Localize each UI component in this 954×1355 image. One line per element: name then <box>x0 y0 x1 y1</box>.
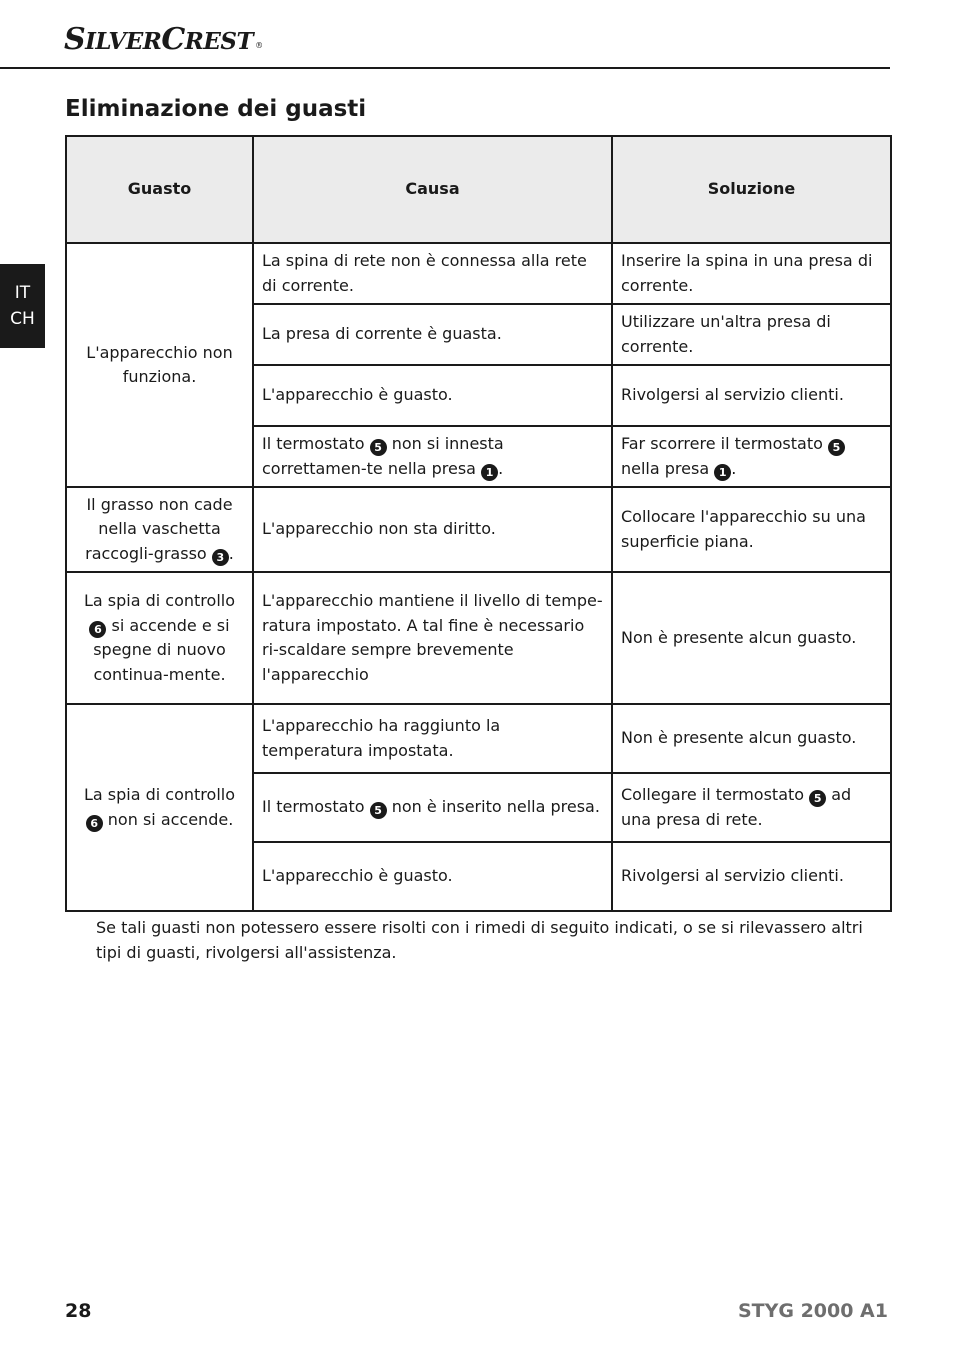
cause-cell: L'apparecchio mantiene il livello di tempe-ratura impostato. A tal fine è necessario ri-scaldare sempre brevemente l'apparecchio <box>253 572 612 704</box>
fault-text: Il grasso non cade nella vaschetta raccogli-grasso <box>85 494 233 563</box>
cause-cell: L'apparecchio è guasto. <box>253 365 612 426</box>
solution-text: . <box>731 458 737 478</box>
solution-cell <box>612 426 891 487</box>
cause-text: Il termostato <box>262 434 370 453</box>
fault-cell: L'apparecchio non funziona. <box>66 243 253 487</box>
solution-cell: Utilizzare un'altra presa di corrente. <box>612 304 891 365</box>
solution-cell: Non è presente alcun guasto. <box>612 572 891 704</box>
part-number-badge: 5 <box>370 439 387 456</box>
cause-cell: L'apparecchio ha raggiunto la temperatura impostata. <box>253 704 612 773</box>
fault-text: non si accende. <box>102 809 234 829</box>
logo-letters: REST <box>184 28 254 55</box>
solution-cell <box>612 773 891 842</box>
cause-cell: La presa di corrente è guasta. <box>253 304 612 365</box>
section-title: Eliminazione dei guasti <box>65 96 367 122</box>
table-row <box>66 243 891 304</box>
part-number-badge: 6 <box>89 621 106 638</box>
language-tab <box>0 264 45 348</box>
part-number-badge: 1 <box>714 464 731 481</box>
fault-text: si accende e si spegne di nuovo continua-mente. <box>93 615 230 684</box>
header-cause: Causa <box>253 136 612 243</box>
table-row <box>66 572 891 704</box>
part-number-badge: 5 <box>370 802 387 819</box>
fault-cell <box>66 704 253 911</box>
part-number-badge: 5 <box>828 439 845 456</box>
part-number-badge: 3 <box>212 549 229 566</box>
language-code-it: IT <box>14 283 31 303</box>
cause-cell <box>253 773 612 842</box>
table-row <box>66 487 891 572</box>
troubleshooting-table <box>65 135 892 912</box>
solution-cell: Rivolgersi al servizio clienti. <box>612 842 891 911</box>
header-rule <box>0 67 890 69</box>
cause-text: non si innesta correttamen-te nella presa <box>262 434 504 478</box>
cause-text: . <box>498 458 504 478</box>
header-fault: Guasto <box>66 136 253 243</box>
part-number-badge: 6 <box>86 815 103 832</box>
solution-text: ad una presa di rete. <box>621 785 852 829</box>
logo-letter: C <box>161 22 185 57</box>
logo-letters: ILVER <box>85 28 162 55</box>
fault-cell <box>66 572 253 704</box>
registered-mark: ® <box>255 41 263 50</box>
cause-text: Il termostato <box>262 797 370 817</box>
cause-cell: L'apparecchio è guasto. <box>253 842 612 911</box>
cause-cell: La spina di rete non è connessa alla rete di corrente. <box>253 243 612 304</box>
part-number-badge: 5 <box>809 790 826 807</box>
fault-text: . <box>228 543 234 563</box>
solution-text: nella presa <box>621 458 715 478</box>
brand-logo <box>64 22 263 60</box>
table-header-row <box>66 136 891 243</box>
cause-cell: L'apparecchio non sta diritto. <box>253 487 612 572</box>
fault-text: La spia di controllo <box>83 785 235 804</box>
page-number: 28 <box>65 1300 92 1322</box>
part-number-badge: 1 <box>481 464 498 481</box>
solution-cell: Rivolgersi al servizio clienti. <box>612 365 891 426</box>
cause-cell <box>253 426 612 487</box>
solution-cell: Inserire la spina in una presa di corrente. <box>612 243 891 304</box>
model-number: STYG 2000 A1 <box>737 1300 888 1322</box>
solution-cell: Collocare l'apparecchio su una superficie piana. <box>612 487 891 572</box>
solution-text: Far scorrere il termostato <box>621 434 828 453</box>
logo-letter: S <box>64 22 86 57</box>
fault-text: La spia di controllo <box>83 591 235 610</box>
header-solution: Soluzione <box>612 136 891 243</box>
cause-text: non è inserito nella presa. <box>386 797 600 817</box>
solution-text: Collegare il termostato <box>621 785 810 804</box>
table-row <box>66 704 891 773</box>
language-code-ch: CH <box>10 309 35 329</box>
solution-cell: Non è presente alcun guasto. <box>612 704 891 773</box>
assistance-note: Se tali guasti non potessero essere risolti con i rimedi di seguito indicati, o se si rilevassero altri tipi di guasti, rivolgersi all'assistenza. <box>96 918 863 962</box>
fault-cell <box>66 487 253 572</box>
